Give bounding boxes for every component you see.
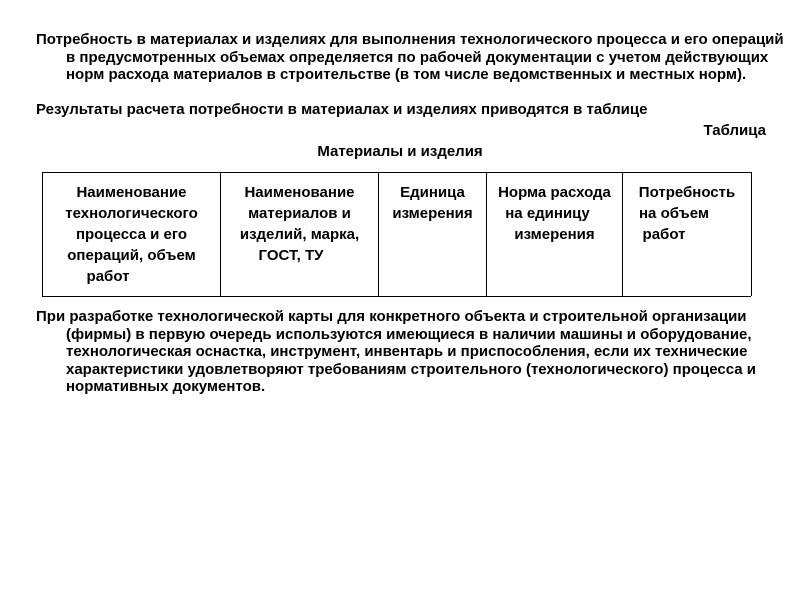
table-right-border bbox=[751, 172, 752, 296]
header-process-line-4: операций, объем bbox=[67, 247, 196, 264]
header-demand-line-2: на объем bbox=[639, 205, 709, 222]
header-unit-line-2: измерения bbox=[392, 205, 473, 222]
header-process-line-5: работ bbox=[86, 268, 130, 285]
header-demand-line-3: работ bbox=[642, 226, 686, 243]
paragraph-calculation-results: Результаты расчета потребности в материалах и изделиях приводятся в таблице bbox=[36, 101, 648, 118]
table-bottom-border bbox=[42, 296, 751, 297]
paragraph-tech-card: При разработке технологической карты для конкретного объекта и строительной организации (фирмы) в первую очередь используются имеющиеся в наличии машины и оборудование, технологическая оснастка, инструмент, инвентарь и приспособления, если их технические характеристики удовлетворяют требованиям строительного (технологического) процесса и нормативных документов. bbox=[36, 308, 756, 395]
header-process-line-1: Наименование bbox=[76, 184, 187, 201]
header-demand-line-1: Потребность bbox=[638, 184, 736, 201]
table-top-border bbox=[42, 172, 751, 173]
header-process-line-3: процесса и его bbox=[75, 226, 188, 243]
table-caption: Материалы и изделия bbox=[317, 143, 483, 160]
header-norm-line-2: на единицу bbox=[505, 205, 590, 222]
header-unit-line-1: Единица bbox=[400, 184, 465, 201]
header-materials-line-2: материалов и bbox=[248, 205, 351, 222]
paragraph-material-demand: Потребность в материалах и изделиях для выполнения технологического процесса и его операций в предусмотренных объемах определяется по рабочей документации с учетом действующих норм расхода материалов в строительстве (в том числе ведомственных и местных норм). bbox=[36, 31, 784, 83]
header-process-line-2: технологического bbox=[65, 205, 198, 222]
header-norm-line-3: измерения bbox=[514, 226, 595, 243]
table-label: Таблица bbox=[703, 122, 766, 139]
header-materials-line-1: Наименование bbox=[244, 184, 355, 201]
header-materials-line-3: изделий, марка, bbox=[239, 226, 360, 243]
header-norm-line-1: Норма расхода bbox=[498, 184, 611, 201]
header-materials-line-4: ГОСТ, ТУ bbox=[258, 247, 324, 264]
